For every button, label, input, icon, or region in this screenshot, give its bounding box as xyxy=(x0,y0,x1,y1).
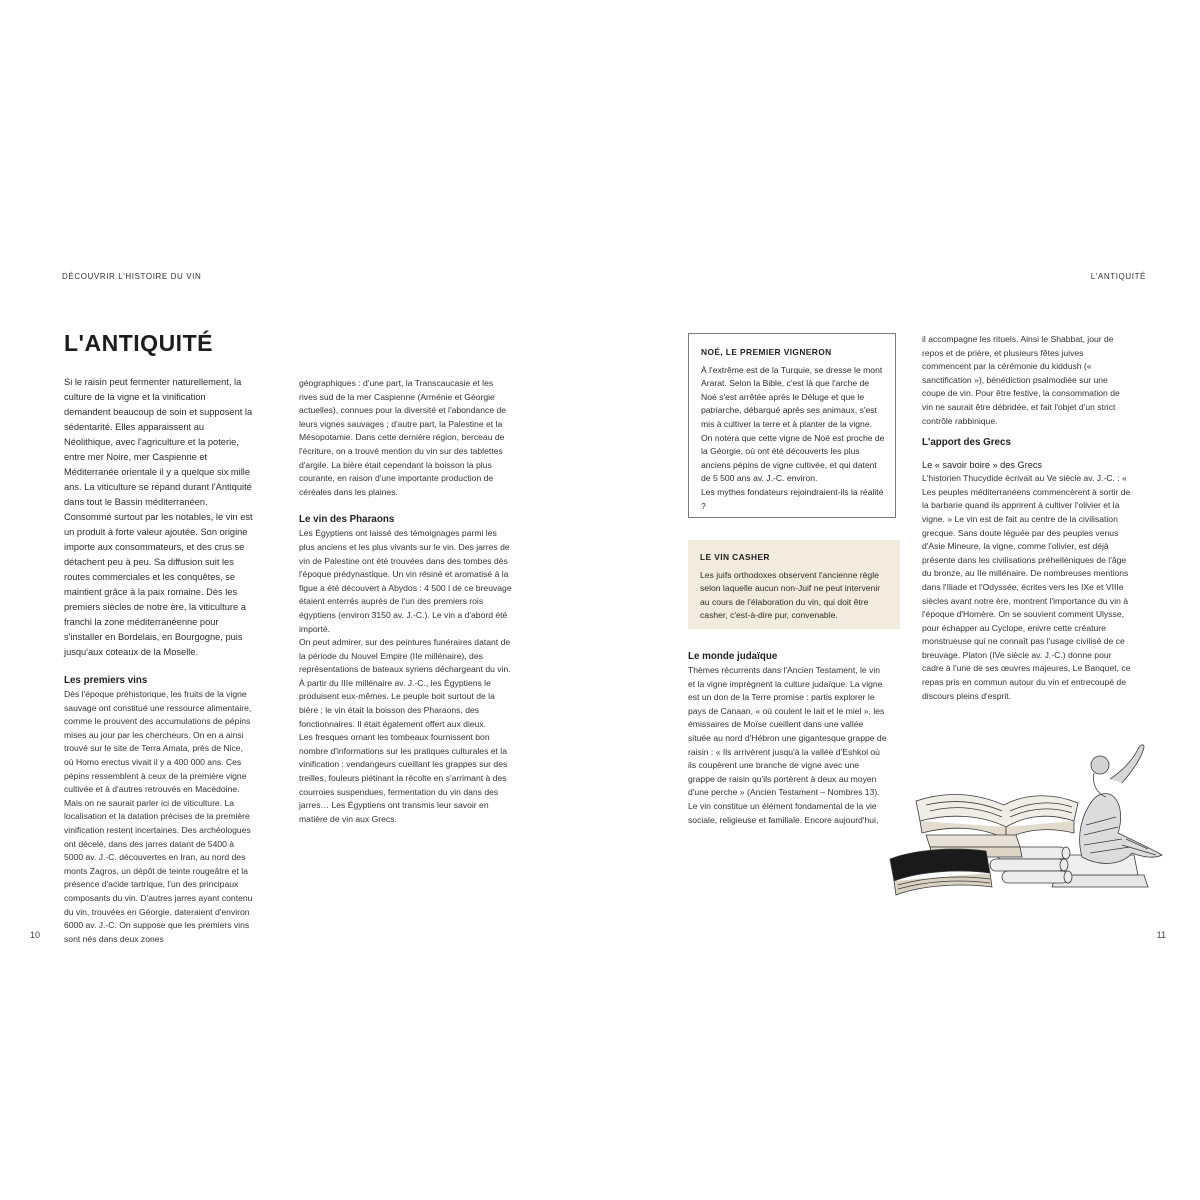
sidebar-noe-paragraph-2: On notera que cette vigne de Noé est proche de la Géorgie, où ont été découverts les plus anciens pépins de vigne cultivée, et qui datent de 5 500 ans av. J.-C. environ. xyxy=(701,432,885,484)
sidebar-noe-heading: NOÉ, LE PREMIER VIGNERON xyxy=(701,347,832,357)
sidebar-casher-text: Les juifs orthodoxes observent l'ancienne règle selon laquelle aucun non-Juif ne peut intervenir au cours de l'élaboration du vin, qui doit être casher, c'est-à-dire pur, convenable. xyxy=(700,569,881,621)
intro-paragraph: Si le raisin peut fermenter naturellement, la culture de la vigne et la vinification demandent beaucoup de soin et supposent la sédentarité. Elles apparaissent au Néolithique, avec l'agriculture et la poterie, entre mer Noire, mer Caspienne et Méditerranée orientale il y a quelque six mille ans. La viticulture se répand durant l'Antiquité dans tout le Bassin méditerranéen. Consommé surtout par les notables, le vin est un produit à forte valeur ajoutée. Son origine importe aux consommateurs, et des crus se détachent peu à peu. Sa diffusion suit les routes commerciales et les conquêtes, se maintient grâce à la paix romaine. Dès les premiers siècles de notre ère, la viticulture a franchi la zone méditerranéenne pour s'installer en Bordelais, en Bourgogne, puis jusqu'aux coteaux de la Moselle. xyxy=(64,377,253,657)
running-head-right: L'ANTIQUITÉ xyxy=(1090,272,1146,281)
column-1 xyxy=(64,375,254,946)
sidebar-noe-paragraph-3: Les mythes fondateurs rejoindraient-ils la réalité ? xyxy=(701,486,884,511)
heading-premiers-vins: Les premiers vins xyxy=(64,675,148,686)
page-title: L'ANTIQUITÉ xyxy=(64,330,213,356)
philosopher-books-illustration xyxy=(886,735,1176,900)
pharaons-paragraph-3: Les fresques ornant les tombeaux fournissent bon nombre d'informations sur les pratiques culturales et la vinification : vendangeurs cueillant les grappes sur des treilles, fouleurs piétinant la récolte en s'arrimant à des courroies suspendues, fermentation du vin dans des jarres… Les Égyptiens ont transmis leur savoir en matière de vin aux Grecs. xyxy=(299,732,508,824)
column-2 xyxy=(299,377,512,826)
column-4 xyxy=(922,333,1132,703)
col4-continuation: il accompagne les rituels. Ainsi le Shabbat, jour de repos et de prière, et plusieurs fêtes juives commencent par la cérémonie du kiddush (« sanctification »), bénédiction psalmodiée sur une coupe de vin. Pour être festive, la consommation de vin ne saurait être débridée, et fait l'objet d'un strict contrôle rabbinique. xyxy=(922,334,1120,426)
judaique-paragraph-2: Le vin constitue un élément fondamental de la vie sociale, religieuse et familiale. Encore aujourd'hui, xyxy=(688,800,879,825)
sidebar-vin-casher xyxy=(688,540,900,629)
page-number-right: 11 xyxy=(1156,930,1166,940)
pharaons-paragraph-2: On peut admirer, sur des peintures funéraires datant de la période du Nouvel Empire (IIe millénaire), des représentations de bateaux syriens déchargeant du vin. À partir du IIIe millénaire av. J.-C., les Égyptiens le produisent eux-mêmes. Le peuple boit surtout de la bière ; le vin était la boisson des Pharaons, des fonctionnaires. Il était également offert aux dieux. xyxy=(299,637,511,729)
premiers-vins-text: Dès l'époque préhistorique, les fruits de la vigne sauvage ont constitué une ressource alimentaire, comme le prouvent des accumulations de pépins mises au jour par les chercheurs. On en a ainsi trouvé sur le site de Terra Amata, près de Nice, où Homo erectus vivait il y a 400 000 ans. Ces pépins ressemblent à ceux de la première vigne cultivée et à d'autres retrouvés en Macédoine. Mais on ne saurait parler ici de viticulture. La localisation et la datation précises de la première vinification restent incertaines. Des archéologues ont décelé, dans des jarres datant de 5400 à 5000 av. J.-C. découvertes en Iran, au nord des monts Zagros, un dépôt de teinte rougeâtre et la présence d'acide tartrique, l'un des principaux composants du vin. D'autres jarres ayant contenu du vin, trouvées en Géorgie, dateraient d'environ 6000 av. J.-C. On suppose que les premiers vins sont nés dans deux zones xyxy=(64,689,253,944)
pharaons-paragraph-1: Les Égyptiens ont laissé des témoignages parmi les plus anciens et les plus vivants sur le vin. Des jarres de vin de Palestine ont été trouvées dans des tombes dès l'époque prédynastique. Un vin résiné et aromatisé à la figue a été découvert à Abydos : 4 500 l de ce breuvage étaient enterrés auprès de l'un des premiers rois égyptiens (environ 3150 av. J.-C.). Le vin a d'abord été importé. xyxy=(299,528,512,634)
heading-monde-judaique: Le monde judaïque xyxy=(688,651,778,662)
heading-vin-pharaons: Le vin des Pharaons xyxy=(299,514,395,526)
grecs-paragraph: L'historien Thucydide écrivait au Ve siècle av. J.-C. : « Les peuples méditerranéens commencèrent à sortir de la barbarie quand ils apprirent à cultiver l'olivier et la vigne. » Le vin est de fait au centre de la civilisation grecque. Sans doute léguée par des peuples venus d'Asie Mineure, la vigne, comme l'olivier, est déjà présente dans les civilisations préhelléniques de l'âge du bronze, au IIe millénaire. De nombreuses mentions dans l'Iliade et l'Odyssée, écrites vers les IXe et VIIIe siècles avant notre ère, montrent l'importance du vin à l'époque d'Homère. On se souvient comment Ulysse, pour échapper au Cyclope, enivre cette créature monstrueuse qui ne connaît pas l'usage civilisé de ce breuvage. Platon (IVe siècle av. J.-C.) donne pour cadre à l'une de ses œuvres majeures, Le Banquet, ce repas pris en commun autour du vin et entrecoupé de discours pleins d'esprit. xyxy=(922,473,1131,701)
sidebar-casher-heading: LE VIN CASHER xyxy=(700,552,770,562)
page-number-left: 10 xyxy=(30,930,41,940)
sidebar-noe xyxy=(688,333,896,518)
heading-apport-grecs: L'apport des Grecs xyxy=(922,437,1011,449)
column-3 xyxy=(688,650,888,827)
running-head-left: DÉCOUVRIR L'HISTOIRE DU VIN xyxy=(62,272,202,281)
col2-continuation: géographiques : d'une part, la Transcaucasie et les rives sud de la mer Caspienne (Arménie et Géorgie actuelles), connues pour la diversité et l'abondance de leurs vignes sauvages ; d'autre part, la Palestine et la Mésopotamie. Dans cette dernière région, berceau de l'écriture, on a trouvé mention du vin sur des tablettes d'argile. La bière était cependant la boisson la plus courante, en raison d'une importante production de céréales dans les plaines. xyxy=(299,378,507,497)
subheading-savoir-boire: Le « savoir boire » des Grecs xyxy=(922,460,1043,471)
judaique-paragraph-1: Thèmes récurrents dans l'Ancien Testament, le vin et la vigne imprègnent la culture judaïque. La vigne est un don de la Terre promise : partis explorer le pays de Canaan, « où coulent le lait et le miel », les émissaires de Moïse cueillent dans une vallée située au nord d'Hébron une gigantesque grappe de raisin : « Ils arrivèrent jusqu'à la vallée d'Eshkol où ils coupèrent une branche de vigne avec une grappe de raisin qu'ils portèrent à deux au moyen d'une perche » (Ancien Testament – Nombres 13). xyxy=(688,665,887,798)
sidebar-noe-paragraph-1: À l'extrême est de la Turquie, se dresse le mont Ararat. Selon la Bible, c'est là que l'arche de Noé s'est arrêtée après le Déluge et que le patriarche, débarqué après ses animaux, s'est mis à cultiver la terre et à planter de la vigne. xyxy=(701,364,883,429)
